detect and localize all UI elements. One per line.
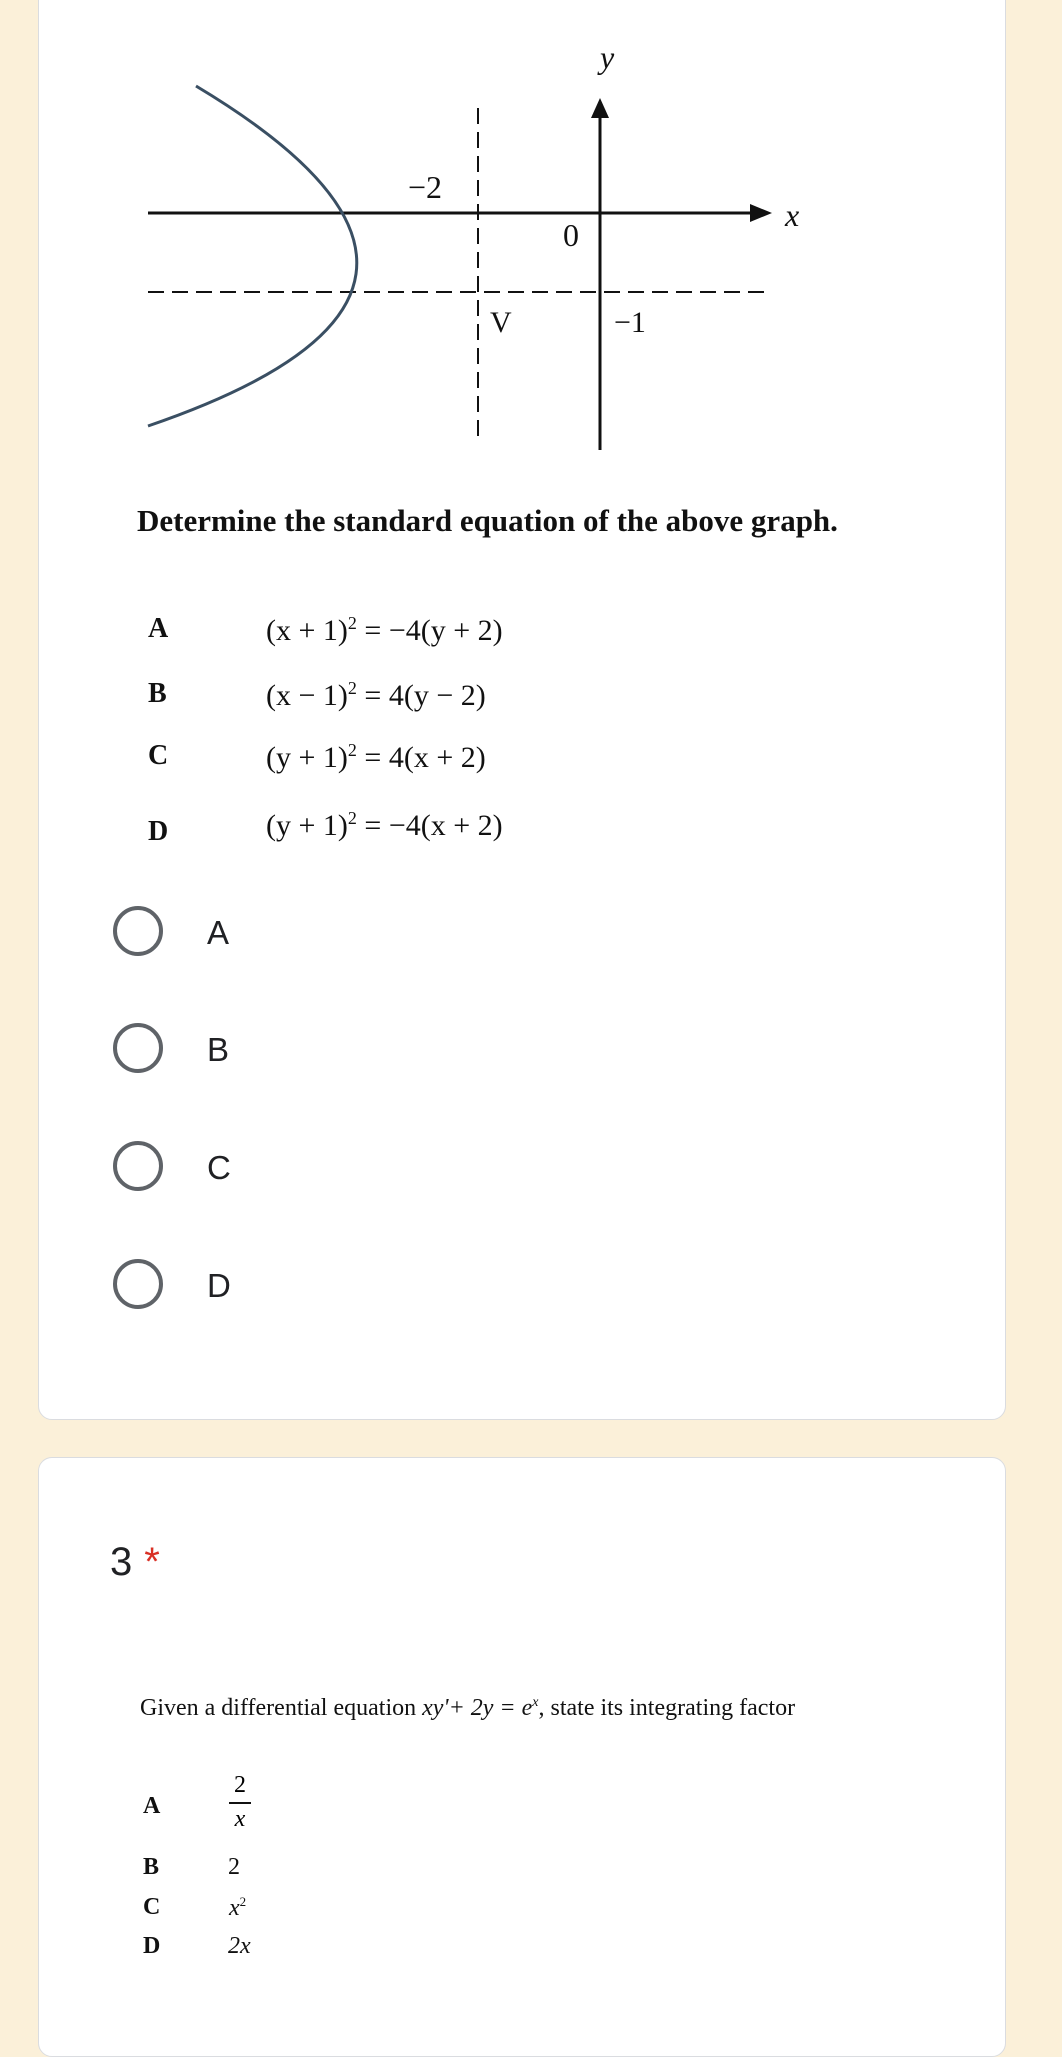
x-axis-arrow: [750, 204, 772, 222]
option-letter: B: [148, 678, 167, 709]
radio-button[interactable]: [113, 906, 163, 956]
label-vertex: V: [490, 306, 512, 339]
eq-exp: 2: [347, 808, 357, 828]
radio-button[interactable]: [113, 1023, 163, 1073]
option-letter-b: B: [143, 1854, 160, 1880]
fraction-numerator: 2: [234, 1772, 246, 1798]
eq-rest: = −4(x + 2): [356, 809, 503, 842]
option-letter: A: [148, 613, 169, 644]
question-number-value: 3: [110, 1540, 133, 1584]
prompt-after: , state its integrating factor: [538, 1695, 796, 1721]
label-neg1: −1: [614, 306, 646, 339]
question-prompt: [140, 1695, 795, 1722]
eq-base: (x + 1): [266, 614, 348, 647]
question-card: [38, 1457, 1006, 2057]
option-letter: C: [148, 740, 169, 771]
radio-button[interactable]: [113, 1259, 163, 1309]
radio-button[interactable]: [113, 1141, 163, 1191]
prompt-before: Given a differential equation: [140, 1695, 423, 1721]
eq-rest: = −4(y + 2): [356, 614, 503, 647]
eq-rest: = 4(x + 2): [356, 741, 486, 774]
option-base: x: [229, 1895, 240, 1921]
eq-exp: 2: [347, 613, 357, 633]
eq-rest: = 4(y − 2): [356, 679, 486, 712]
y-axis-arrow: [591, 98, 609, 118]
question-number: [110, 1540, 160, 1585]
option-equation: [266, 678, 486, 713]
option-value-d: 2x: [228, 1933, 251, 1959]
eq-base: (y + 1): [266, 741, 348, 774]
option-equation: [266, 740, 486, 775]
eq-base: (y + 1): [266, 809, 348, 842]
prompt-equation: [422, 1695, 538, 1721]
equation-exp: x: [532, 1695, 539, 1710]
parabola-graph: [100, 30, 800, 470]
x-axis-label: x: [785, 197, 800, 233]
eq-exp: 2: [347, 678, 357, 698]
choice-label: B: [207, 1031, 230, 1068]
eq-exp: 2: [347, 740, 357, 760]
option-letter-c: C: [143, 1894, 161, 1920]
option-letter-d: D: [143, 1933, 161, 1959]
option-equation: [266, 808, 503, 843]
equation-main: xy'+ 2y = e: [422, 1695, 533, 1721]
label-origin: 0: [563, 217, 579, 253]
option-value-b: 2: [228, 1854, 240, 1880]
option-value-c: [229, 1894, 246, 1922]
option-letter-a: A: [143, 1793, 161, 1819]
y-axis-label: y: [600, 39, 615, 75]
fraction-2-over-x: [229, 1772, 251, 1833]
option-letter: D: [148, 816, 169, 847]
question-prompt: Determine the standard equation of the above graph.: [137, 503, 838, 538]
label-neg2: −2: [408, 169, 443, 205]
eq-base: (x − 1): [266, 679, 348, 712]
choice-label: C: [207, 1149, 231, 1186]
fraction-denominator: x: [234, 1806, 246, 1832]
fraction-bar: [229, 1802, 251, 1804]
parabola-curve: [148, 86, 357, 426]
option-exp: 2: [239, 1894, 247, 1909]
choice-label: A: [207, 914, 230, 951]
choice-label: D: [207, 1267, 231, 1304]
option-equation: [266, 613, 503, 648]
required-marker: *: [144, 1540, 160, 1584]
